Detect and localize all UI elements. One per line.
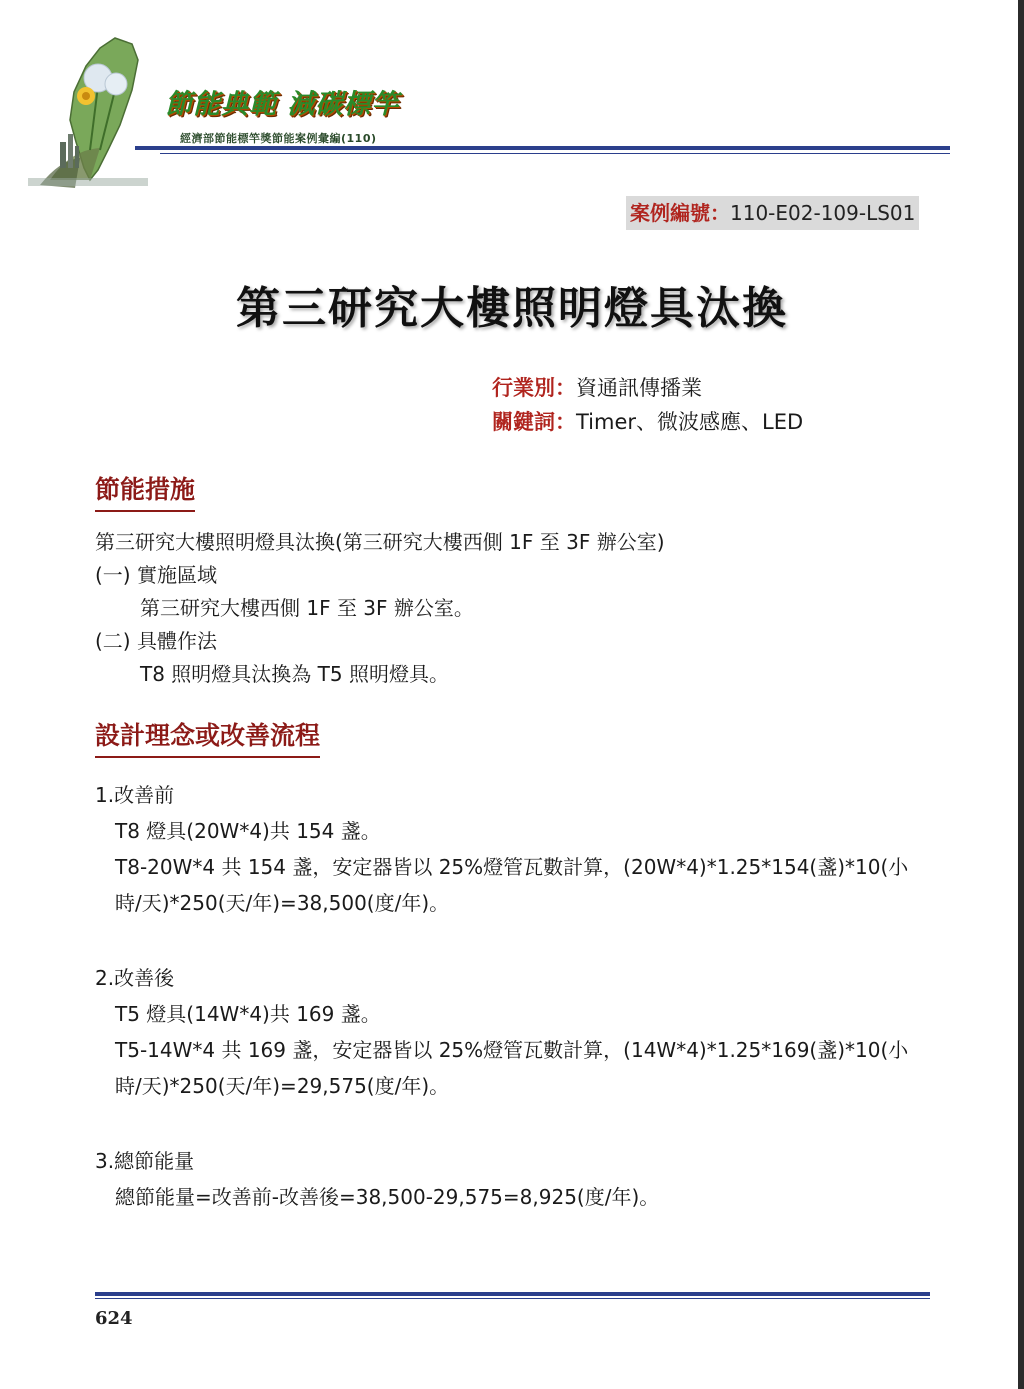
case-number-value: 110-E02-109-LS01 — [730, 201, 916, 225]
section-heading-design: 設計理念或改善流程 — [95, 716, 320, 758]
keywords-row — [492, 406, 803, 436]
after-line-1: T5 燈具(14W*4)共 169 盞。 — [115, 1002, 381, 1026]
brand-title: 節能典範 減碳標竿 — [165, 89, 400, 120]
before-line-3: 時/天)*250(天/年)=38,500(度/年)。 — [115, 891, 450, 915]
keywords-value: Timer、微波感應、LED — [576, 410, 804, 434]
measures-item1-body: 第三研究大樓西側 1F 至 3F 辦公室。 — [140, 596, 474, 620]
page-edge-bar — [1018, 0, 1024, 1389]
case-number-box — [626, 196, 919, 230]
measures-intro: 第三研究大樓照明燈具汰換(第三研究大樓西側 1F 至 3F 辦公室) — [95, 530, 665, 554]
industry-value: 資通訊傳播業 — [576, 376, 702, 400]
industry-row — [492, 372, 702, 402]
after-line-2: T5-14W*4 共 169 盞，安定器皆以 25%燈管瓦數計算，(14W*4)*1.25*169(盞)*10(小 — [115, 1038, 909, 1062]
header-divider — [135, 146, 950, 150]
before-line-1: T8 燈具(20W*4)共 154 盞。 — [115, 819, 381, 843]
industry-label: 行業別： — [492, 376, 576, 400]
after-title: 2.改善後 — [95, 966, 175, 990]
taiwan-dandelion-logo-icon — [20, 30, 160, 190]
measures-item1-title: (一) 實施區域 — [95, 563, 217, 587]
page-title: 第三研究大樓照明燈具汰換 — [236, 283, 788, 334]
total-title: 3.總節能量 — [95, 1149, 195, 1173]
section-heading-measures: 節能措施 — [95, 470, 195, 512]
before-title: 1.改善前 — [95, 783, 175, 807]
header-divider-thin — [160, 153, 950, 154]
brand-subtitle: 經濟部節能標竿獎節能案例彙編(110) — [180, 132, 377, 145]
total-line-1: 總節能量=改善前-改善後=38,500-29,575=8,925(度/年)。 — [115, 1185, 660, 1209]
measures-item2-title: (二) 具體作法 — [95, 629, 217, 653]
footer-divider — [95, 1292, 930, 1296]
case-number-label: 案例編號： — [630, 201, 730, 225]
after-line-3: 時/天)*250(天/年)=29,575(度/年)。 — [115, 1074, 450, 1098]
keywords-label: 關鍵詞： — [492, 410, 576, 434]
page-header — [20, 30, 940, 190]
footer-divider-thin — [95, 1298, 930, 1299]
measures-item2-body: T8 照明燈具汰換為 T5 照明燈具。 — [140, 662, 449, 686]
page-number: 624 — [95, 1308, 133, 1329]
before-line-2: T8-20W*4 共 154 盞，安定器皆以 25%燈管瓦數計算，(20W*4)*1.25*154(盞)*10(小 — [115, 855, 909, 879]
